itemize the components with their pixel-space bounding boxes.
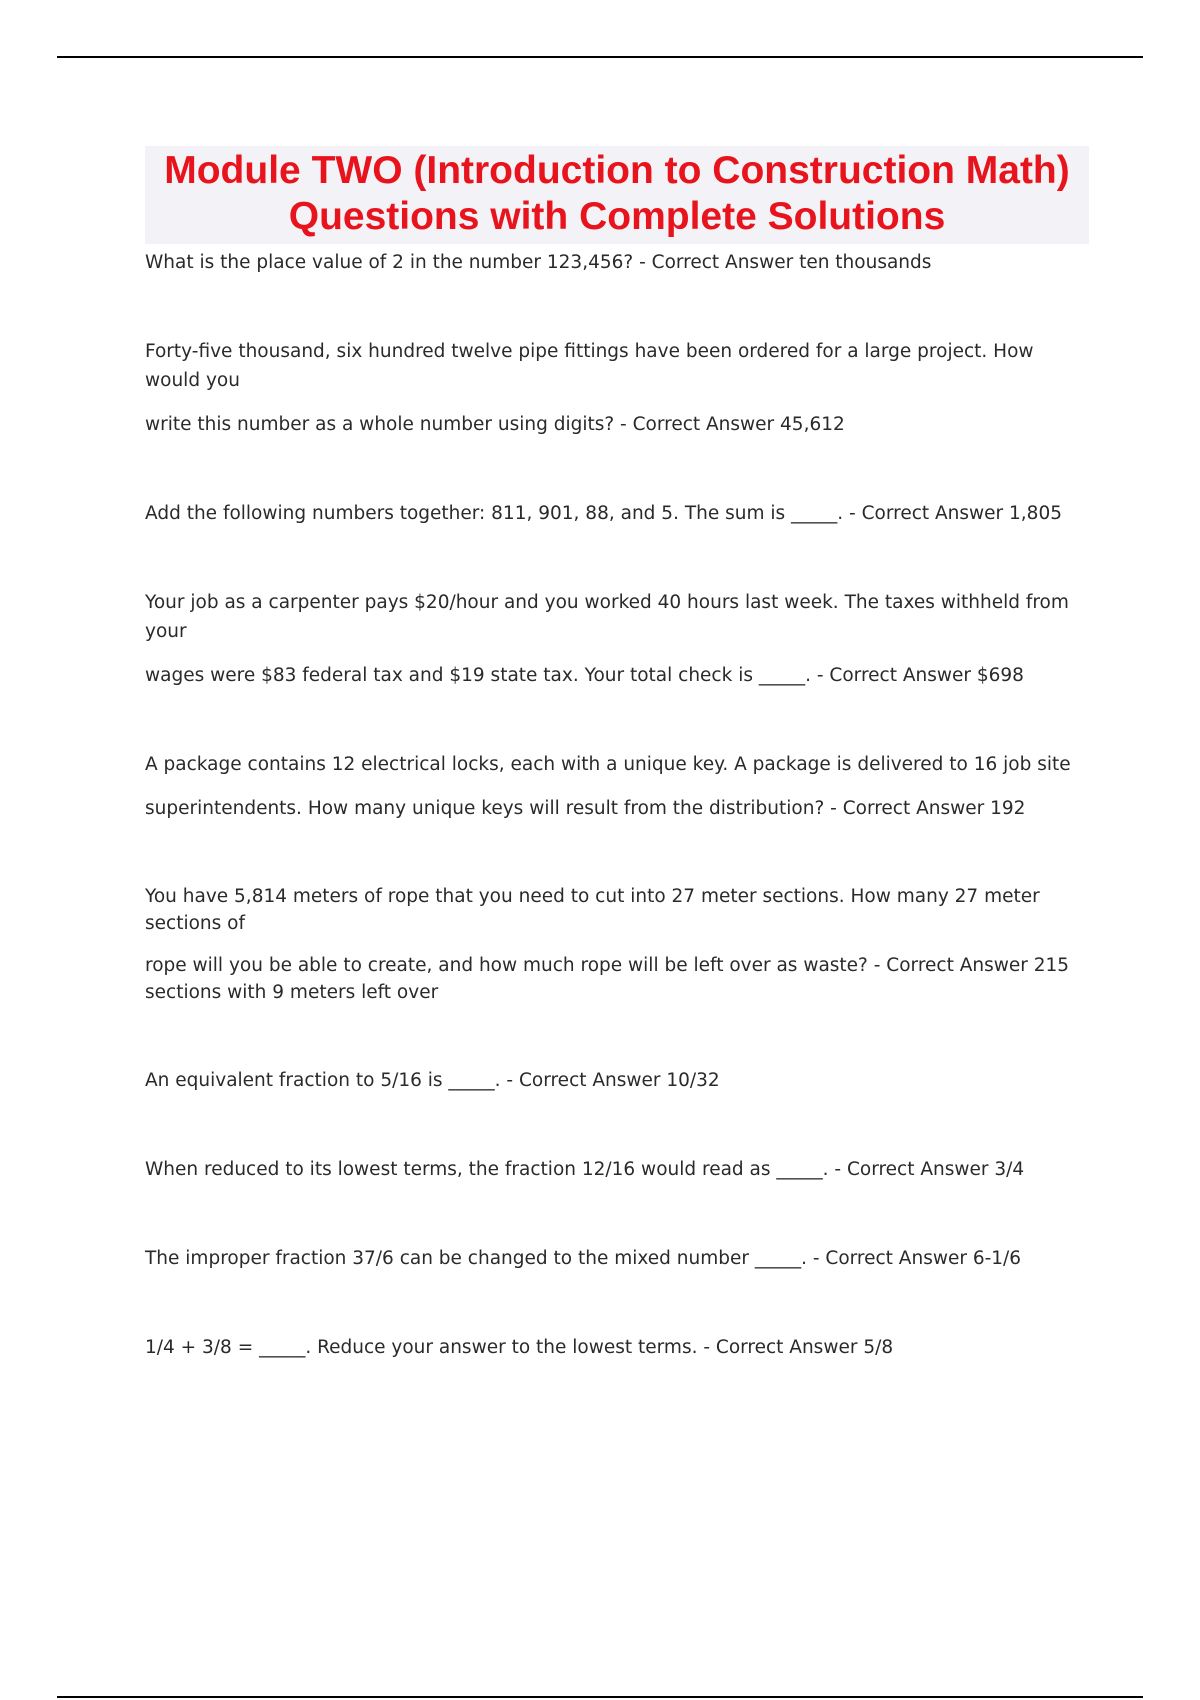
bottom-rule (57, 1696, 1143, 1698)
question-line: You have 5,814 meters of rope that you need to cut into 27 meter sections. How many 27 meter sections of (145, 886, 1040, 934)
question-line: 1/4 + 3/8 = _____. Reduce your answer to the lowest terms. - Correct Answer 5/8 (145, 1337, 894, 1358)
question-item (145, 337, 1089, 439)
question-line: write this number as a whole number using digits? - Correct Answer 45,612 (145, 414, 845, 435)
title-line-1: Module TWO (Introduction to Construction Math) (164, 149, 1070, 192)
question-line: A package contains 12 electrical locks, each with a unique key. A package is delivered to 16 job site (145, 754, 1071, 775)
question-item (145, 750, 1089, 823)
question-line: When reduced to its lowest terms, the fraction 12/16 would read as _____. - Correct Answer 3/4 (145, 1159, 1025, 1180)
question-line: wages were $83 federal tax and $19 state tax. Your total check is _____. - Correct Answer $698 (145, 665, 1024, 686)
question-item (145, 499, 1089, 528)
question-line: Forty-five thousand, six hundred twelve pipe fittings have been ordered for a large project. How would you (145, 341, 1034, 391)
question-item (145, 1155, 1089, 1184)
document-title (145, 146, 1089, 244)
question-item (145, 248, 1089, 277)
question-item (145, 1333, 1089, 1362)
question-line: Your job as a carpenter pays $20/hour and you worked 40 hours last week. The taxes withheld from your (145, 592, 1069, 642)
title-line-2: Questions with Complete Solutions (288, 195, 946, 238)
question-item (145, 1066, 1089, 1095)
question-line: superintendents. How many unique keys will result from the distribution? - Correct Answer 192 (145, 798, 1026, 819)
question-item (145, 1244, 1089, 1273)
question-line: rope will you be able to create, and how much rope will be left over as waste? - Correct Answer 215 sections with 9 meters left over (145, 955, 1070, 1003)
question-line: Add the following numbers together: 811, 901, 88, and 5. The sum is _____. - Correct Answer 1,805 (145, 503, 1062, 524)
question-item (145, 883, 1089, 1006)
top-rule (57, 56, 1143, 58)
question-line: An equivalent fraction to 5/16 is _____. - Correct Answer 10/32 (145, 1070, 720, 1091)
document-body (145, 146, 1089, 1362)
question-line: The improper fraction 37/6 can be changed to the mixed number _____. - Correct Answer 6-1/6 (145, 1248, 1022, 1269)
question-line: What is the place value of 2 in the number 123,456? - Correct Answer ten thousands (145, 252, 932, 273)
question-list (145, 248, 1089, 1362)
question-item (145, 588, 1089, 690)
